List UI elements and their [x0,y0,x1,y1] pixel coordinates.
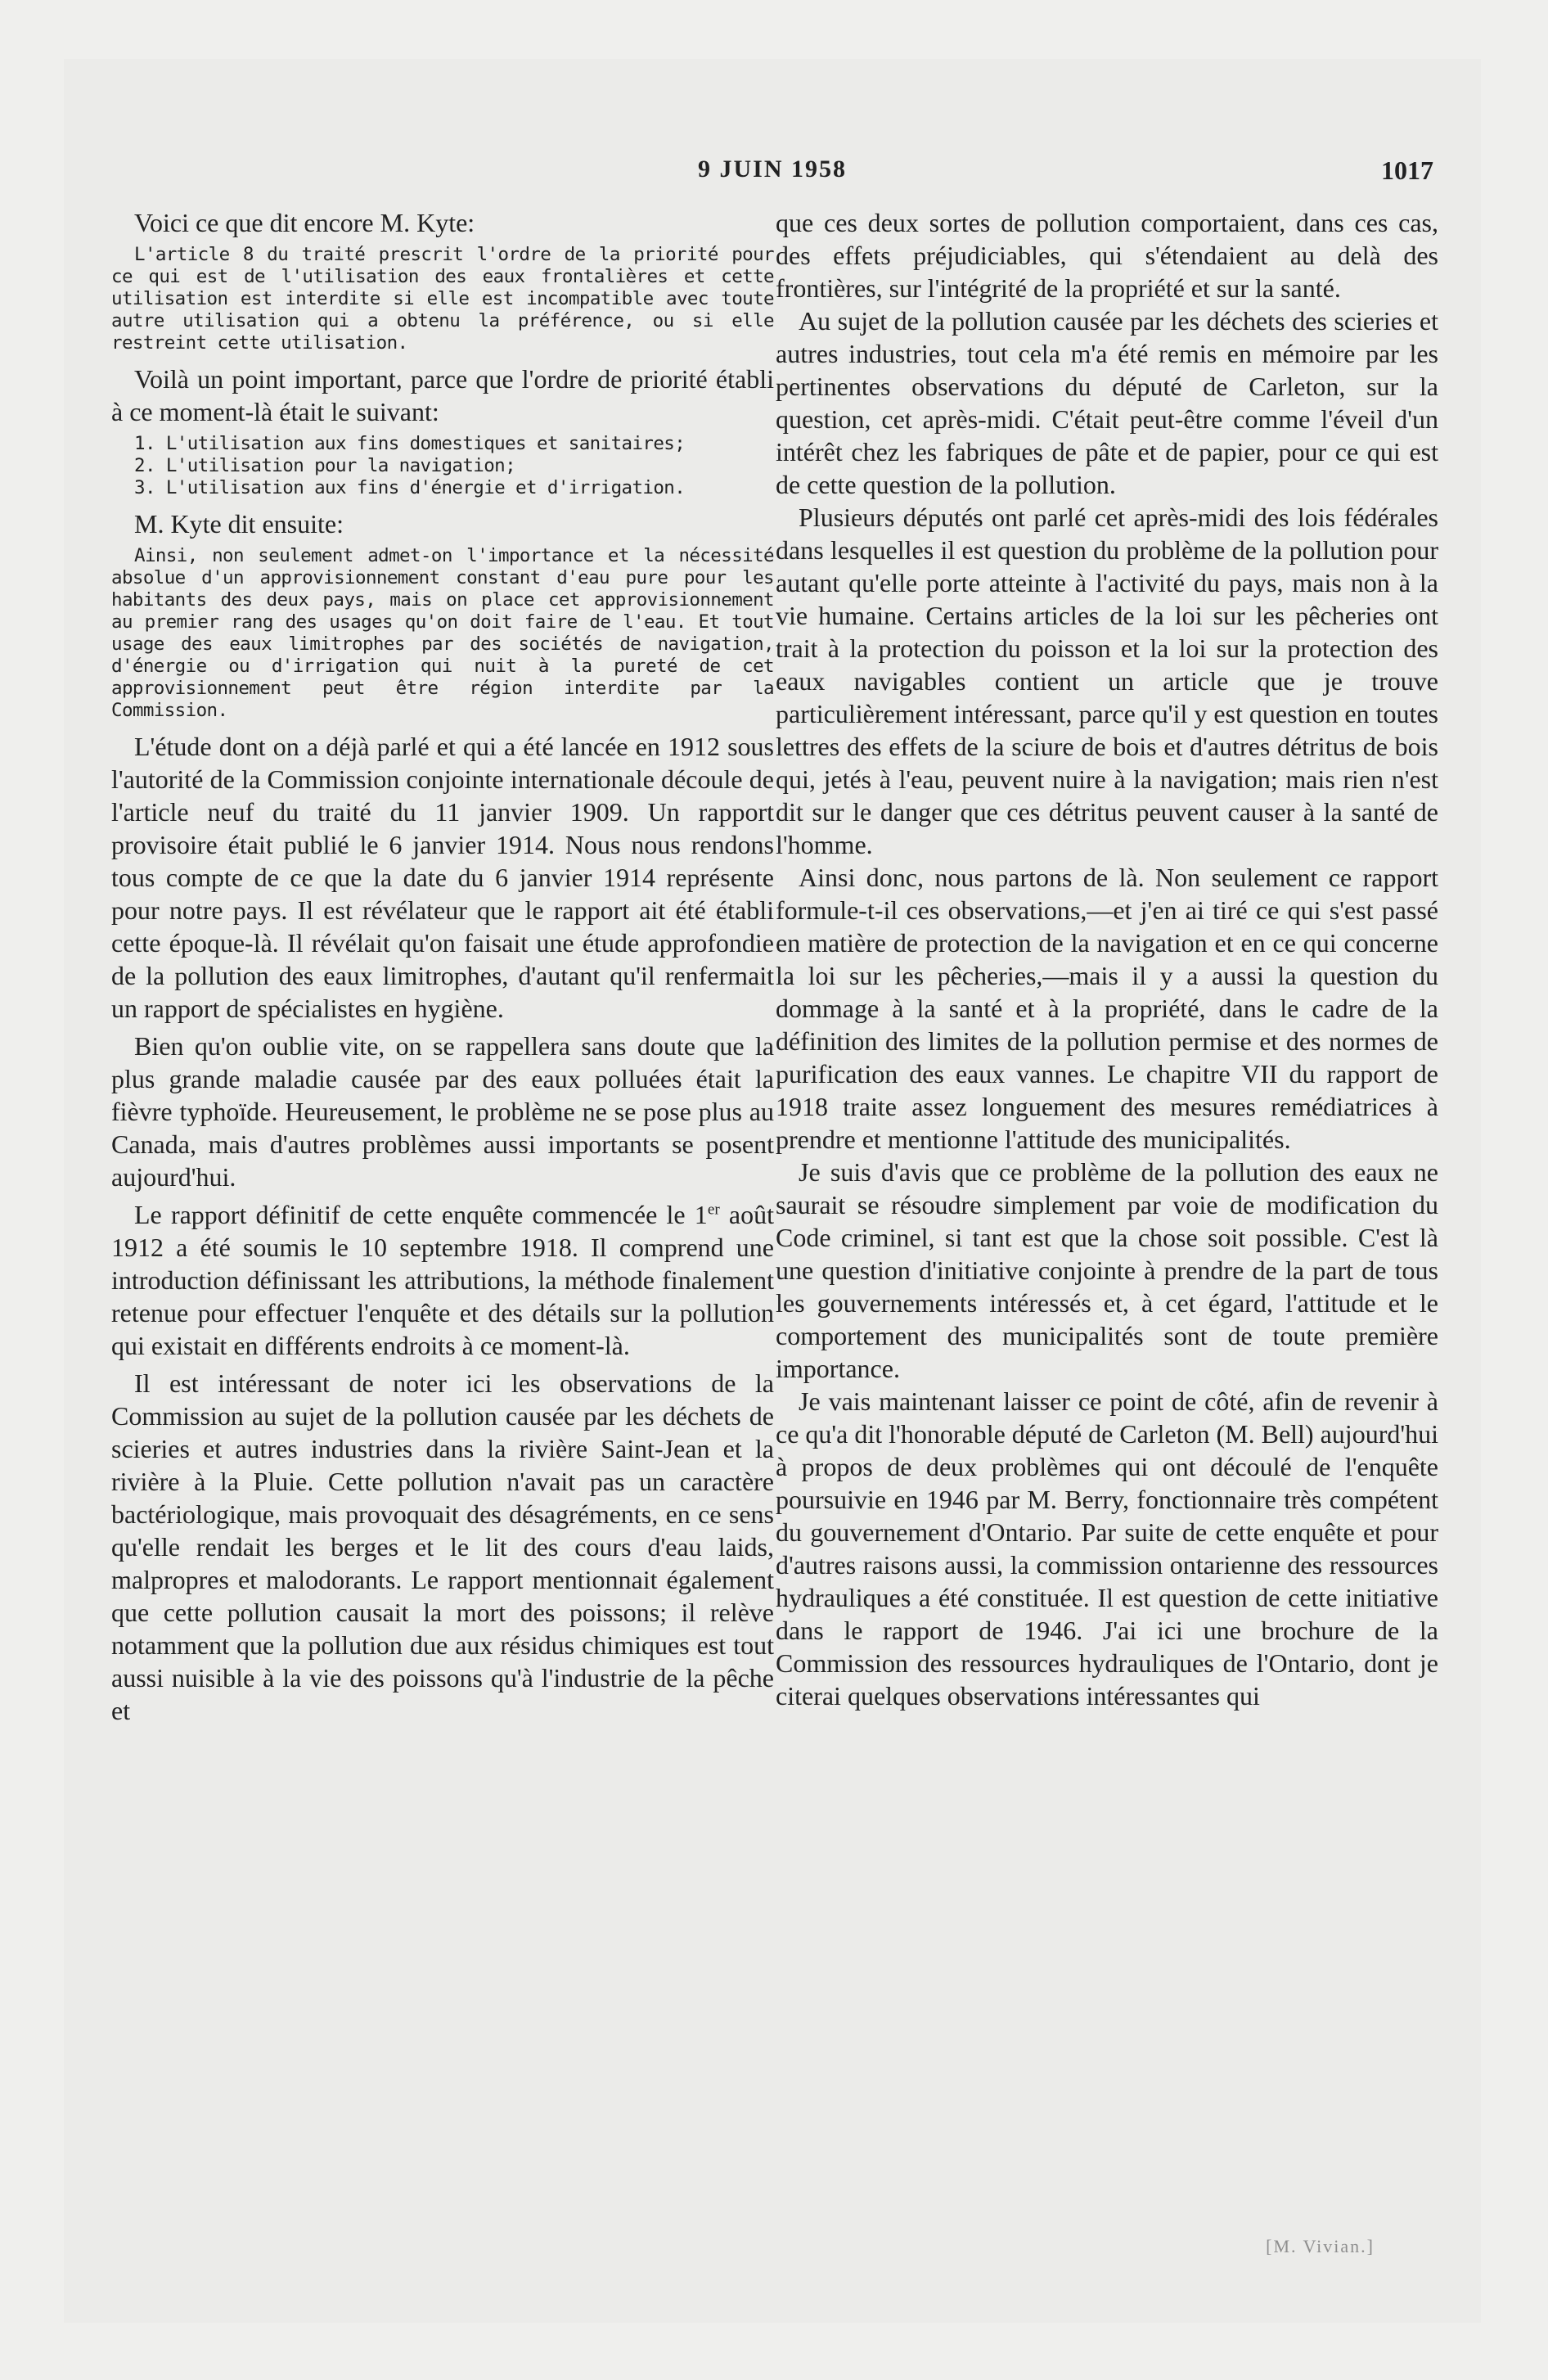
paragraph: Voilà un point important, parce que l'ordre de priorité établi à ce moment-là était le suivant: [111,364,774,426]
superscript: er [707,1201,720,1219]
paragraph: L'étude dont on a déjà parlé et qui a été lancée en 1912 sous l'autorité de la Commission conjointe internationale découle de l'article neuf du traité du 11 janvier 1909. Un rapport provisoire était publié le 6 janvier 1914. Nous nous rendons tous compte de ce que la date du 6 janvier 1914 représente pour notre pays. Il est révélateur que le rapport ait été établi cette époque-là. Il révélait qu'on faisait une étude approfondie de la pollution des eaux limitrophes, d'autant qu'il renfermait un rapport de spécialistes en hygiène. [111,732,774,1023]
quotation: L'article 8 du traité prescrit l'ordre de la priorité pour ce qui est de l'utilisation des eaux frontalières et cette utilisation est interdite si elle est incompatible avec toute autre utilisation qui a obtenu la préférence, ou si elle restreint cette utilisation. [111,244,774,354]
document-page [64,59,1481,2323]
right-column [776,206,1438,1712]
paragraph: M. Kyte dit ensuite: [134,509,344,539]
paragraph: Je vais maintenant laisser ce point de côté, afin de revenir à ce qu'a dit l'honorable député de Carleton (M. Bell) aujourd'hui à propos de deux problèmes qui ont découlé de l'enquête poursuivie en 1946 par M. Berry, fonctionnaire très compétent du gouvernement d'Ontario. Par suite de cette enquête et pour d'autres raisons aussi, la commission ontarienne des ressources hydrauliques a été constituée. Il est question de cette initiative dans le rapport de 1946. J'ai ici une brochure de la Commission des ressources hydrauliques de l'Ontario, dont je citerai quelques observations intéressantes qui [776,1386,1438,1711]
paragraph-text: Le rapport définitif de cette enquête commencée le 1 [134,1200,708,1229]
speaker-footer: [M. Vivian.] [1266,2236,1375,2256]
paragraph: Voici ce que dit encore M. Kyte: [134,208,475,237]
quotation: Ainsi, non seulement admet-on l'importance et la nécessité absolue d'un approvisionnement constant d'eau pure pour les habitants des deux pays, mais on place cet approvisionnement au premier rang des usages qu'on doit faire de l'eau. Et tout usage des eaux limitrophes par des sociétés de navigation, d'énergie ou d'irrigation qui nuit à la pureté de cet approvisionnement peut être région interdite par la Commission. [111,545,774,721]
paragraph: Au sujet de la pollution causée par les déchets des scieries et autres industries, tout cela m'a été remis en mémoire par les pertinentes observations du député de Carleton, sur la question, cet après-midi. C'était peut-être comme l'éveil d'un intérêt chez les fabriques de pâte et de papier, pour ce qui est de cette question de la pollution. [776,306,1438,499]
priority-list [111,433,774,499]
header-date: 9 JUIN 1958 [697,156,847,183]
paragraph [111,1198,774,1362]
paragraph-text: août 1912 a été soumis le 10 septembre 1918. Il comprend une introduction définissant les attributions, la méthode finalement retenue pour effectuer l'enquête et des détails sur la pollution qui existait en différents endroits à ce moment-là. [111,1200,775,1360]
list-item: 1. L'utilisation aux fins domestiques et sanitaires; [134,433,686,454]
page-number: 1017 [1381,156,1433,185]
paragraph: Plusieurs députés ont parlé cet après-midi des lois fédérales dans lesquelles il est question du problème de la pollution pour autant qu'elle porte atteinte à l'activité du pays, mais non à la vie humaine. Certains articles de la loi sur les pêcheries ont trait à la protection du poisson et la loi sur la protection des eaux navigables contient un article que je trouve particulièrement intéressant, parce qu'il y est question en toutes lettres des effets de la sciure de bois et d'autres détritus de bois qui, jetés à l'eau, peuvent nuire à la navigation; mais rien n'est dit sur le danger que ces détritus peuvent causer à la santé de l'homme. [776,503,1438,859]
paragraph: Ainsi donc, nous partons de là. Non seulement ce rapport formule-t-il ces observations,—et j'en ai tiré ce qui s'est passé en matière de protection de la navigation et en ce qui concerne la loi sur les pêcheries,—mais il y a aussi la question du dommage à la santé et à la propriété, dans le cadre de la définition des limites de la pollution permise et des normes de purification des eaux vannes. Le chapitre VII du rapport de 1918 traite assez longuement des mesures remédiatrices à prendre et mentionne l'attitude des municipalités. [776,863,1438,1154]
left-column [111,206,774,1727]
paragraph: que ces deux sortes de pollution comportaient, dans ces cas, des effets préjudiciables, qui s'étendaient au delà des frontières, sur l'intégrité de la propriété et sur la santé. [776,208,1438,303]
list-item: 2. L'utilisation pour la navigation; [134,455,516,476]
paragraph: Je suis d'avis que ce problème de la pollution des eaux ne saurait se résoudre simplement par voie de modification du Code criminel, si tant est que la chose soit possible. C'est là une question d'initiative conjointe à prendre de la part de tous les gouvernements intéressés et, à cet égard, l'attitude et le comportement des municipalités sont de toute première importance. [776,1157,1438,1383]
paragraph: Bien qu'on oublie vite, on se rappellera sans doute que la plus grande maladie causée par des eaux polluées était la fièvre typhoïde. Heureusement, le problème ne se pose plus au Canada, mais d'autres problèmes aussi importants se posent aujourd'hui. [111,1031,774,1192]
paragraph: Il est intéressant de noter ici les observations de la Commission au sujet de la pollution causée par les déchets de scieries et autres industries dans la rivière Saint-Jean et la rivière à la Pluie. Cette pollution n'avait pas un caractère bactériologique, mais provoquait des désagréments, en ce sens qu'elle rendait les berges et le lit des cours d'eau laids, malpropres et malodorants. Le rapport mentionnait également que cette pollution causait la mort des poissons; il relève notamment que la pollution due aux résidus chimiques est tout aussi nuisible à la vie des poissons qu'à l'industrie de la pêche et [111,1368,774,1725]
list-item: 3. L'utilisation aux fins d'énergie et d'irrigation. [134,477,686,498]
page-header [64,156,1481,196]
